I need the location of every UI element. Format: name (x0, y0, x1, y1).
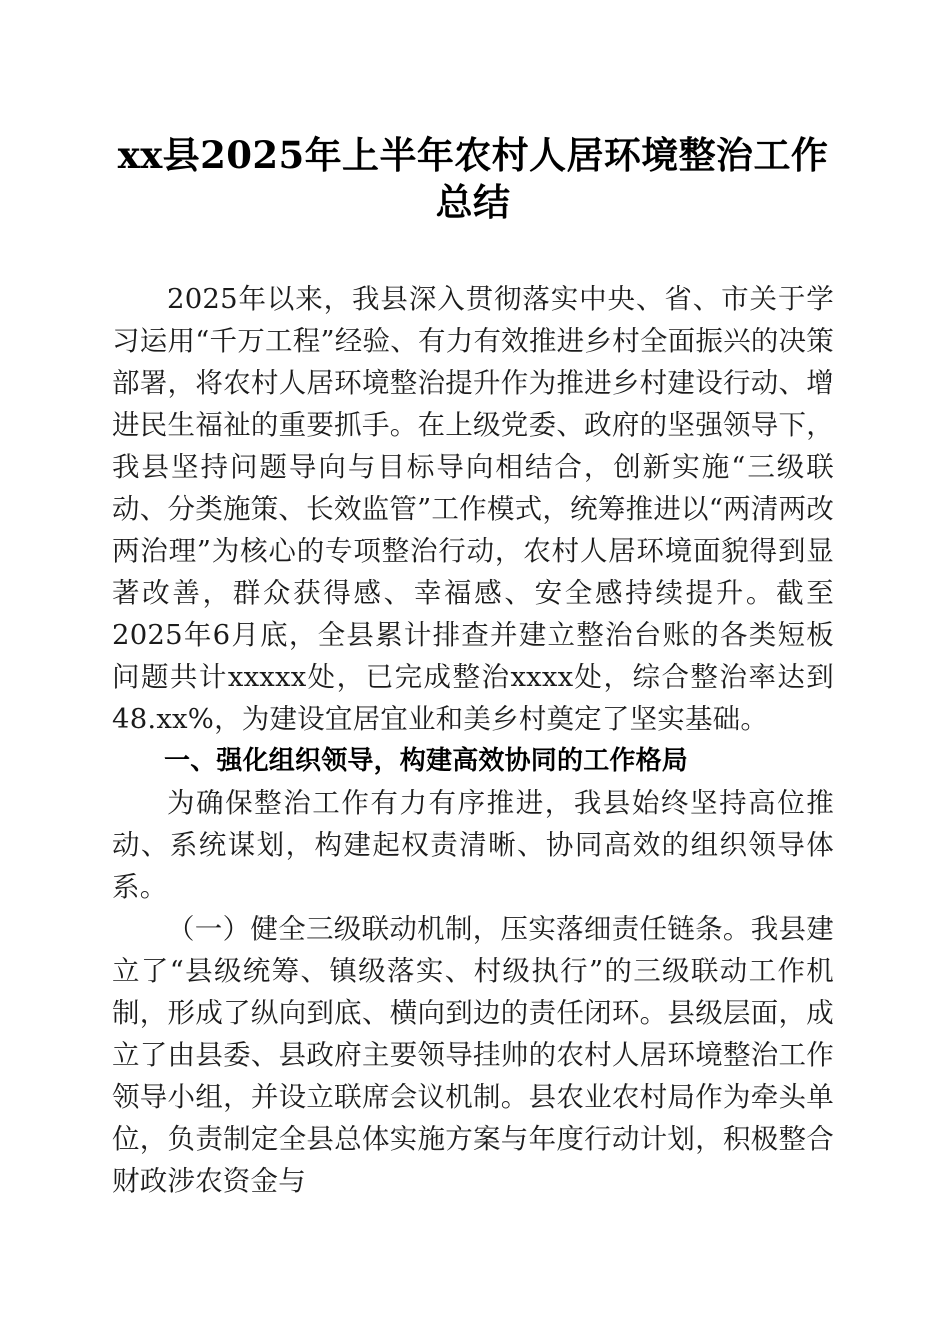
page-title: xx县2025年上半年农村人居环境整治工作总结 (117, 133, 829, 224)
paragraph-intro: 2025年以来，我县深入贯彻落实中央、省、市关于学习运用“千万工程”经验、有力有效推进乡村全面振兴的决策部署，将农村人居环境整治提升作为推进乡村建设行动、增进民生福祉的重要抓手。在上级党委、政府的坚强领导下，我县坚持问题导向与目标导向相结合，创新实施“三级联动、分类施策、长效监管”工作模式，统筹推进以“两清两改两治理”为核心的专项整治行动，农村人居环境面貌得到显著改善，群众获得感、幸福感、安全感持续提升。截至2025年6月底，全县累计排查并建立整治台账的各类短板问题共计xxxxx处，已完成整治xxxx处，综合整治率达到48.xx%，为建设宜居宜业和美乡村奠定了坚实基础。 (112, 283, 834, 735)
paragraph-section-1-lead: 为确保整治工作有力有序推进，我县始终坚持高位推动、系统谋划，构建起权责清晰、协同高效的组织领导体系。 (112, 787, 834, 903)
section-heading-1: 一、强化组织领导，构建高效协同的工作格局 (164, 746, 689, 776)
document-content (112, 0, 834, 1202)
paragraph-section-1-item-1: （一）健全三级联动机制，压实落细责任链条。我县建立了“县级统筹、镇级落实、村级执行”的三级联动工作机制，形成了纵向到底、横向到边的责任闭环。县级层面，成立了由县委、县政府主要领导挂帅的农村人居环境整治工作领导小组，并设立联席会议机制。县农业农村局作为牵头单位，负责制定全县总体实施方案与年度行动计划，积极整合财政涉农资金与 (112, 913, 834, 1197)
